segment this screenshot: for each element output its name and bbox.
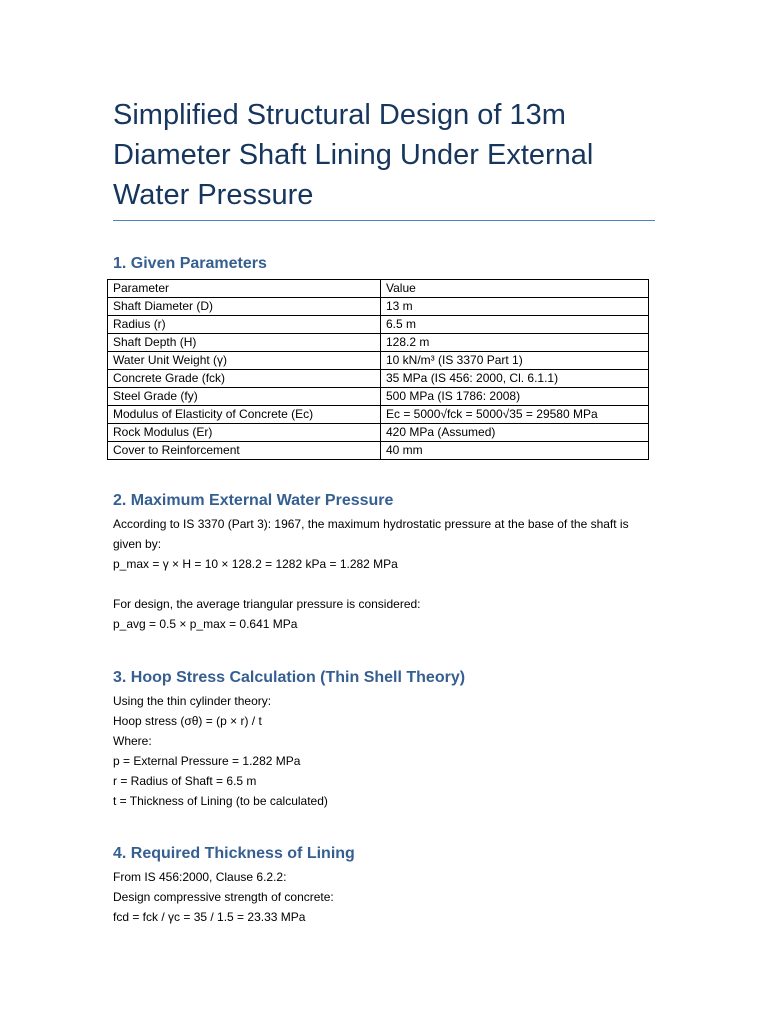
body-line: Design compressive strength of concrete:: [113, 890, 334, 904]
body-line: given by:: [113, 537, 162, 551]
table-cell-parameter: Rock Modulus (Er): [108, 424, 381, 442]
section-heading-given-parameters: 1. Given Parameters: [113, 255, 267, 272]
section-body-hoop-stress: [113, 691, 673, 811]
body-line: t = Thickness of Lining (to be calculated): [113, 794, 328, 808]
table-row: [108, 424, 649, 442]
table-row: [108, 316, 649, 334]
table-header-row: [108, 280, 649, 298]
table-cell-parameter: Cover to Reinforcement: [108, 442, 381, 460]
table-cell-parameter: Shaft Diameter (D): [108, 298, 381, 316]
section-heading-max-water-pressure: 2. Maximum External Water Pressure: [113, 492, 394, 509]
table-row: [108, 334, 649, 352]
table-row: [108, 406, 649, 424]
table-header-cell: Value: [381, 280, 649, 298]
body-line: Hoop stress (σθ) = (p × r) / t: [113, 714, 262, 728]
section-body-required-thickness: [113, 867, 673, 927]
table-cell-value: 13 m: [381, 298, 649, 316]
table-row: [108, 298, 649, 316]
title-divider: [113, 220, 655, 221]
table-cell-value: 35 MPa (IS 456: 2000, Cl. 6.1.1): [381, 370, 649, 388]
table-cell-value: 500 MPa (IS 1786: 2008): [381, 388, 649, 406]
table-cell-parameter: Shaft Depth (H): [108, 334, 381, 352]
table-cell-parameter: Concrete Grade (fck): [108, 370, 381, 388]
table-cell-value: Ec = 5000√fck = 5000√35 = 29580 MPa: [381, 406, 649, 424]
body-line: p = External Pressure = 1.282 MPa: [113, 754, 301, 768]
section-heading-hoop-stress: 3. Hoop Stress Calculation (Thin Shell Theory): [113, 669, 466, 686]
table-cell-value: 10 kN/m³ (IS 3370 Part 1): [381, 352, 649, 370]
section-body-max-water-pressure: [113, 514, 673, 634]
body-line: Using the thin cylinder theory:: [113, 694, 272, 708]
body-line: p_max = γ × H = 10 × 128.2 = 1282 kPa = 1.282 MPa: [113, 557, 398, 571]
table-cell-value: 420 MPa (Assumed): [381, 424, 649, 442]
table-cell-value: 6.5 m: [381, 316, 649, 334]
given-parameters-table: [107, 279, 649, 460]
body-line: According to IS 3370 (Part 3): 1967, the maximum hydrostatic pressure at the base of the shaft is: [113, 517, 629, 531]
body-line: p_avg = 0.5 × p_max = 0.641 MPa: [113, 617, 298, 631]
body-line: For design, the average triangular pressure is considered:: [113, 597, 421, 611]
table-row: [108, 388, 649, 406]
body-line: r = Radius of Shaft = 6.5 m: [113, 774, 257, 788]
table-row: [108, 442, 649, 460]
body-line: From IS 456:2000, Clause 6.2.2:: [113, 870, 287, 884]
body-line-blank: [113, 574, 673, 594]
table-cell-value: 128.2 m: [381, 334, 649, 352]
table-cell-parameter: Radius (r): [108, 316, 381, 334]
table-header-cell: Parameter: [108, 280, 381, 298]
table-cell-parameter: Water Unit Weight (γ): [108, 352, 381, 370]
document-title: Simplified Structural Design of 13m Diameter Shaft Lining Under External Water Pressure: [113, 99, 594, 211]
table-cell-parameter: Steel Grade (fy): [108, 388, 381, 406]
table-cell-value: 40 mm: [381, 442, 649, 460]
section-heading-required-thickness: 4. Required Thickness of Lining: [113, 845, 355, 862]
body-line: fcd = fck / γc = 35 / 1.5 = 23.33 MPa: [113, 910, 306, 924]
table-row: [108, 370, 649, 388]
body-line: Where:: [113, 734, 152, 748]
table-row: [108, 352, 649, 370]
table-cell-parameter: Modulus of Elasticity of Concrete (Ec): [108, 406, 381, 424]
